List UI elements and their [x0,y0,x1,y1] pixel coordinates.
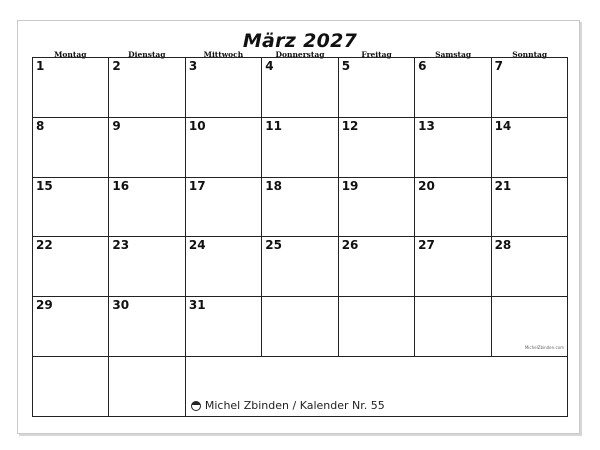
day-cell [415,58,491,118]
day-number: 27 [418,238,435,253]
weekday-label: Donnerstag [275,50,325,59]
day-cell [33,297,109,357]
day-number: 1 [36,59,45,73]
weekday-label: Montag [54,50,87,59]
day-cell [109,178,185,238]
empty-day-cell [109,357,185,417]
day-cell [339,237,415,297]
day-cell [492,58,568,118]
day-cell [415,178,491,238]
day-cell [109,237,185,297]
day-number: 19 [341,178,359,193]
day-number: 23 [112,238,130,253]
day-cell [33,118,109,178]
day-number: 15 [36,178,53,193]
day-number: 22 [36,238,53,253]
weekday-label: Mittwoch [203,50,244,59]
footer-area [186,345,568,417]
day-number: 17 [188,178,206,193]
day-number: 12 [341,118,359,133]
empty-day-cell [33,357,109,417]
day-cell [109,58,185,118]
day-cell [492,237,568,297]
weekday-label: Sonntag [512,50,548,59]
empty-day-cell [339,297,415,357]
weekday-label: Dienstag [128,50,166,59]
weekday-label: Samstag [435,50,472,59]
day-number: 20 [418,178,435,193]
page-title: März 2027 [242,30,358,52]
day-cell [33,58,109,118]
face-logo-icon [189,399,203,411]
day-cell [109,297,185,357]
day-cell [186,237,262,297]
day-number: 28 [494,238,512,253]
day-number: 9 [112,118,121,133]
day-cell [186,178,262,238]
day-cell [262,178,338,238]
calendar-grid [32,57,568,417]
day-number: 10 [188,118,206,133]
day-cell [262,58,338,118]
day-number: 4 [265,59,274,73]
footer-credit [189,399,385,412]
weekday-label: Freitag [361,50,392,59]
day-cell [33,237,109,297]
day-cell [415,237,491,297]
day-number: 25 [265,238,282,253]
day-number: 30 [112,298,130,313]
day-number: 26 [341,238,359,253]
day-cell [415,118,491,178]
day-cell [492,118,568,178]
day-number: 29 [36,298,53,313]
day-number: 14 [494,118,512,133]
day-cell [492,178,568,238]
day-number: 24 [188,238,206,253]
day-number: 7 [494,59,503,73]
day-cell [262,237,338,297]
day-number: 13 [418,118,435,133]
footer-url: MichelZbinden.com [524,345,564,351]
empty-day-cell [415,297,491,357]
day-number: 8 [36,118,45,133]
day-number: 16 [112,178,130,193]
day-number: 5 [341,59,351,73]
day-cell [339,118,415,178]
day-number: 21 [494,178,512,193]
day-cell [33,178,109,238]
day-number: 11 [265,118,282,133]
day-cell [186,58,262,118]
day-cell [262,118,338,178]
day-cell [339,58,415,118]
day-cell [339,178,415,238]
day-cell [186,297,262,357]
day-number: 6 [418,59,427,73]
empty-day-cell [262,297,338,357]
day-number: 18 [265,178,282,193]
day-number: 2 [112,59,121,73]
day-cell [109,118,185,178]
footer-credit-text: Michel Zbinden / Kalender Nr. 55 [204,398,385,412]
day-number: 3 [188,59,198,73]
day-number: 31 [188,298,206,313]
day-cell [186,118,262,178]
